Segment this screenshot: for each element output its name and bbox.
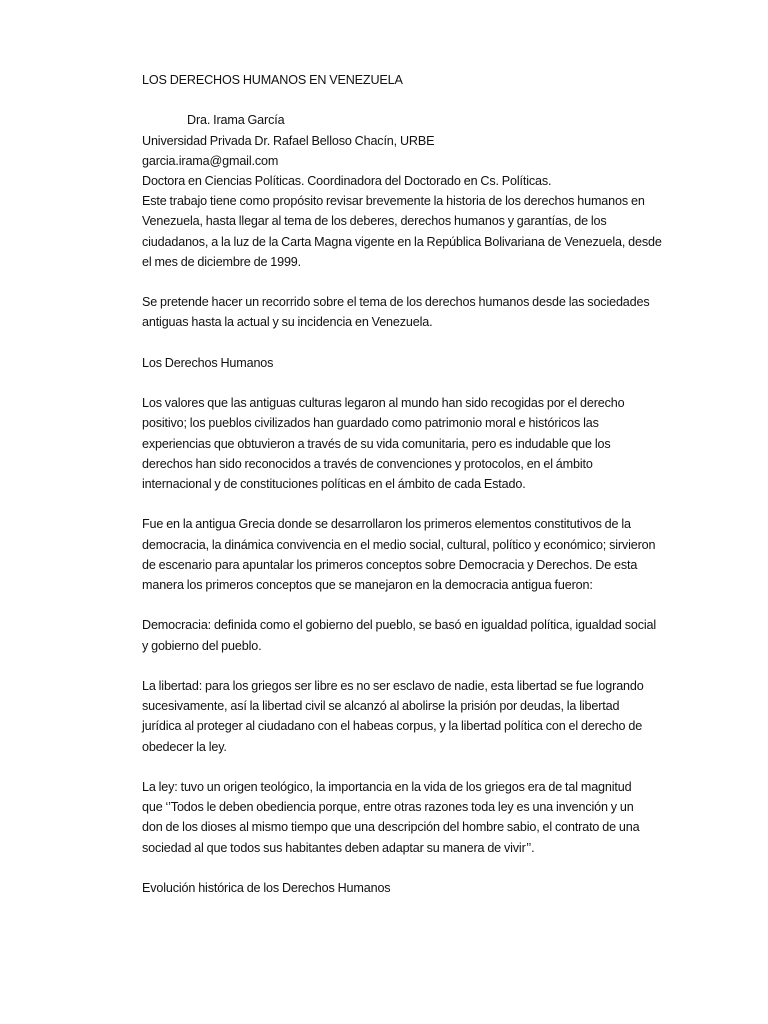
author-email: garcia.irama@gmail.com	[142, 153, 279, 168]
purpose-paragraph	[142, 292, 682, 332]
paragraph-line: experiencias que obtuvieron a través de su vida comunitaria, pero es indudable que los	[142, 436, 611, 451]
democracy-paragraph	[142, 615, 682, 655]
paragraph-line: antiguas hasta la actual y su incidencia en Venezuela.	[142, 315, 433, 330]
paragraph-line: ciudadanos, a la luz de la Carta Magna vigente en la República Bolivariana de Venezuela, desde	[142, 234, 662, 249]
paragraph-line: Venezuela, hasta llegar al tema de los deberes, derechos humanos y garantías, de los	[142, 214, 607, 229]
section-heading	[142, 878, 682, 898]
paragraph-line: el mes de diciembre de 1999.	[142, 254, 302, 269]
author-block	[142, 110, 682, 191]
heading-line: Los Derechos Humanos	[142, 355, 274, 370]
paragraph-line: La libertad: para los griegos ser libre es no ser esclavo de nadie, esta libertad se fue logrando	[142, 678, 644, 693]
paragraph-line: que ‘’Todos le deben obediencia porque, entre otras razones toda ley es una invención y un	[142, 800, 634, 815]
paragraph-line: democracia, la dinámica convivencia en el medio social, cultural, político y económico; sirvieron	[142, 537, 656, 552]
spacer	[142, 595, 682, 615]
paragraph-line: sociedad al que todos sus habitantes deben adaptar su manera de vivir’’.	[142, 840, 535, 855]
abstract-paragraph	[142, 191, 682, 272]
paragraph-line: manera los primeros conceptos que se manejaron en la democracia antigua fueron:	[142, 578, 593, 592]
paragraph-line: Se pretende hacer un recorrido sobre el tema de los derechos humanos desde las sociedades	[142, 295, 650, 310]
paragraph-line: jurídica al proteger al ciudadano con el habeas corpus, y la libertad política con el derecho de	[142, 719, 643, 734]
spacer	[142, 757, 682, 777]
paragraph-line: La ley: tuvo un origen teológico, la importancia en la vida de los griegos era de tal magnitud	[142, 779, 632, 794]
document-title	[142, 70, 682, 90]
spacer	[142, 90, 682, 110]
law-paragraph	[142, 777, 682, 858]
paragraph-line: Los valores que las antiguas culturas legaron al mundo han sido recogidas por el derecho	[142, 396, 625, 411]
paragraph-line: internacional y de constituciones políticas en el ámbito de cada Estado.	[142, 477, 526, 491]
heading-line: Evolución histórica de los Derechos Humanos	[142, 880, 391, 895]
liberty-paragraph	[142, 676, 682, 757]
values-paragraph	[142, 393, 682, 494]
author-university: Universidad Privada Dr. Rafael Belloso Chacín, URBE	[142, 133, 435, 148]
spacer	[142, 272, 682, 292]
spacer	[142, 494, 682, 514]
greece-paragraph	[142, 514, 682, 595]
paragraph-line: Este trabajo tiene como propósito revisar brevemente la historia de los derechos humanos en	[142, 194, 645, 209]
paragraph-line: sucesivamente, así la libertad civil se alcanzó al abolirse la prisión por deudas, la libertad	[142, 699, 620, 714]
paragraph-line: Fue en la antigua Grecia donde se desarrollaron los primeros elementos constitutivos de la	[142, 517, 631, 532]
spacer	[142, 656, 682, 676]
section-heading	[142, 353, 682, 373]
title-line: LOS DERECHOS HUMANOS EN VENEZUELA	[142, 73, 403, 87]
paragraph-line: de escenario para apuntalar los primeros conceptos sobre Democracia y Derechos. De esta	[142, 557, 638, 572]
paragraph-line: Democracia: definida como el gobierno del pueblo, se basó en igualdad política, igualdad social	[142, 618, 657, 633]
paragraph-line: don de los dioses al mismo tiempo que una descripción del hombre sabio, el contrato de una	[142, 820, 640, 835]
spacer	[142, 373, 682, 393]
spacer	[142, 858, 682, 878]
document-body	[142, 70, 682, 898]
paragraph-line: positivo; los pueblos civilizados han guardado como patrimonio moral e históricos las	[142, 416, 599, 431]
paragraph-line: derechos han sido reconocidos a través de convenciones y protocolos, en el ámbito	[142, 456, 593, 471]
author-name: Dra. Irama García	[187, 113, 285, 128]
paragraph-line: obedecer la ley.	[142, 739, 227, 754]
spacer	[142, 333, 682, 353]
paragraph-line: y gobierno del pueblo.	[142, 638, 262, 653]
author-credentials: Doctora en Ciencias Políticas. Coordinadora del Doctorado en Cs. Políticas.	[142, 174, 552, 188]
